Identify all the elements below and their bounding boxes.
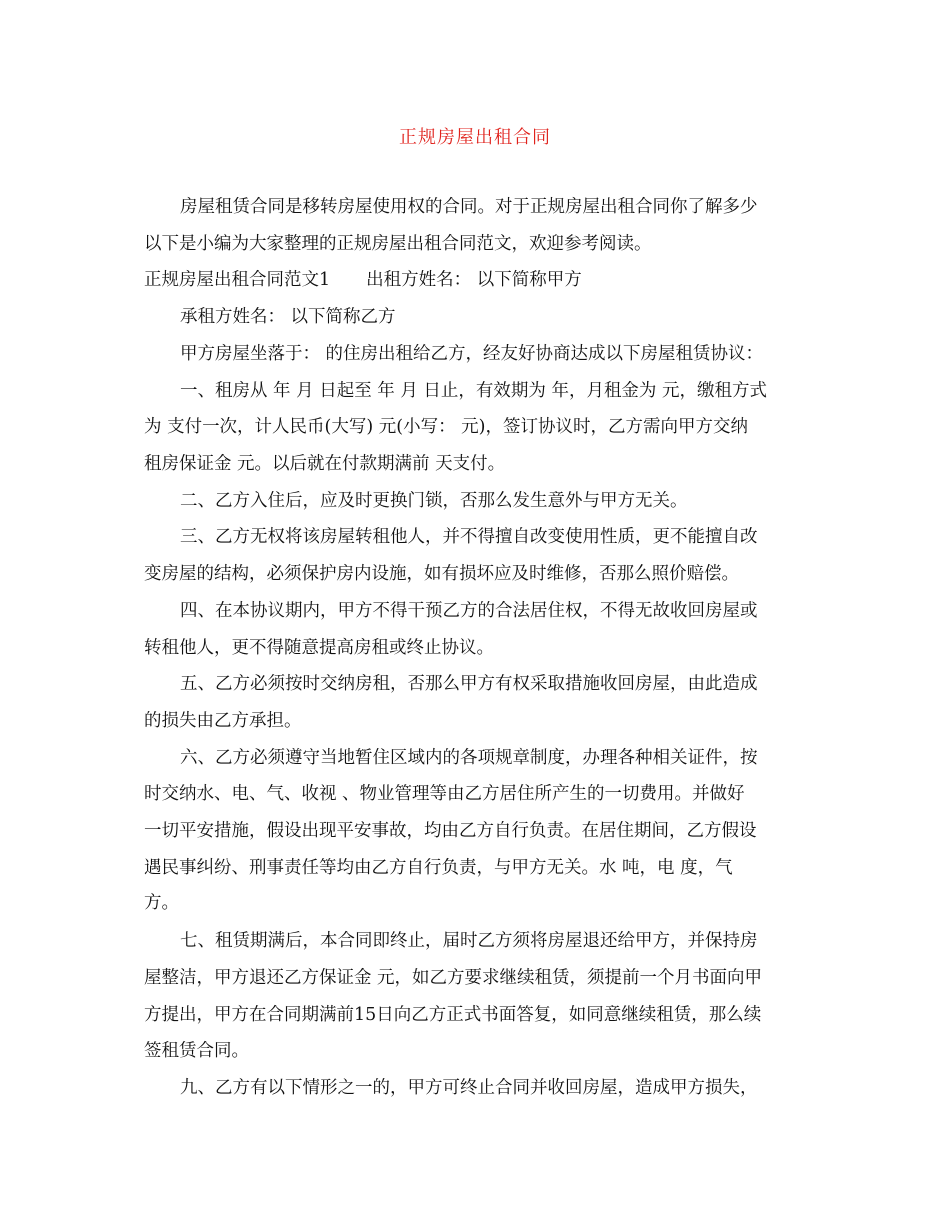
paragraph-line: 房屋租赁合同是移转房屋使用权的合同。对于正规房屋出租合同你了解多少 [180,197,758,217]
sample-heading: 正规房屋出租合同范文1 [144,270,331,290]
paragraph-line: 二、乙方入住后，应及时更换门锁，否那么发生意外与甲方无关。 [180,491,688,511]
paragraph-line: 时交纳水、电、气、收视 、物业管理等由乙方居住所产生的一切费用。并做好 [144,784,745,804]
paragraph-line-combined [144,268,582,292]
paragraph-line: 七、租赁期满后，本合同即终止，届时乙方须将房屋退还给甲方，并保持房 [180,931,758,951]
paragraph-line: 方。 [144,893,179,913]
paragraph-line: 方提出，甲方在合同期满前15日向乙方正式书面答复，如同意继续租赁，那么续 [144,1005,762,1025]
paragraph-line: 五、乙方必须按时交纳房租，否那么甲方有权采取措施收回房屋，由此造成 [180,674,758,694]
paragraph-line: 甲方房屋坐落于： 的住房出租给乙方，经友好协商达成以下房屋租赁协议： [180,344,764,364]
paragraph-line: 一、租房从 年 月 日起至 年 月 日止，有效期为 年，月租金为 元，缴租方式 [180,381,767,401]
paragraph-line: 变房屋的结构，必须保护房内设施，如有损坏应及时维修，否那么照价赔偿。 [144,564,739,584]
paragraph-line: 九、乙方有以下情形之一的，甲方可终止合同并收回房屋，造成甲方损失， [180,1078,758,1098]
paragraph-line: 四、在本协议期内，甲方不得干预乙方的合法居住权，不得无故收回房屋或 [180,601,758,621]
paragraph-line: 租房保证金 元。以后就在付款期满前 天支付。 [144,454,506,474]
paragraph-line: 以下是小编为大家整理的正规房屋出租合同范文，欢迎参考阅读。 [144,234,652,254]
document-title: 正规房屋出租合同 [399,127,551,148]
paragraph-line: 屋整洁，甲方退还乙方保证金 元，如乙方要求继续租赁，须提前一个月书面向甲 [144,968,763,988]
paragraph-line: 三、乙方无权将该房屋转租他人，并不得擅自改变使用性质，更不能擅自改 [180,527,758,547]
paragraph-line: 签租赁合同。 [144,1041,249,1061]
paragraph-line: 的损失由乙方承担。 [144,711,302,731]
paragraph-line: 遇民事纠纷、刑事责任等均由乙方自行负责，与甲方无关。水 吨，电 度，气 [144,858,733,878]
paragraph-line: 转租他人，更不得随意提高房租或终止协议。 [144,638,494,658]
paragraph-line: 为 支付一次，计人民币(大写) 元(小写： 元)，签订协议时，乙方需向甲方交纳 [144,417,748,437]
paragraph-line: 一切平安措施，假设出现平安事故，均由乙方自行负责。在居住期间，乙方假设 [144,821,757,841]
lessor-name-line: 出租方姓名： 以下简称甲方 [366,270,582,290]
paragraph-line: 六、乙方必须遵守当地暂住区域内的各项规章制度，办理各种相关证件，按 [180,748,758,768]
lessee-name-line: 承租方姓名： 以下简称乙方 [180,307,396,327]
